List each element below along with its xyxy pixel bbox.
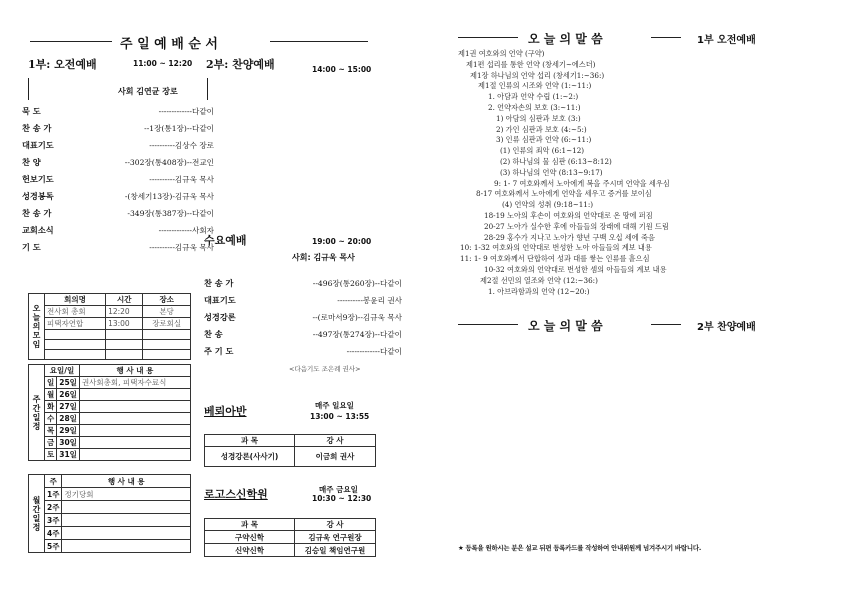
table-row [29, 527, 191, 540]
outline-line: 9: 1- 7 여호와께서 노아에게 복을 주시며 언약을 세우심 [494, 178, 670, 188]
table-row [29, 318, 191, 330]
order-label: 묵 도 [22, 106, 41, 116]
table-cell [106, 340, 143, 350]
table-cell: 1주 [45, 488, 62, 501]
outline-line: 10: 1-32 여호와의 언약대로 번성한 노아 아들들의 계보 내용 [460, 243, 652, 253]
order-row [204, 346, 402, 357]
table-cell [79, 425, 190, 437]
table-row [205, 447, 376, 467]
order-row [22, 140, 214, 151]
order-value: -------------다같이 [158, 107, 214, 116]
order-label: 헌보기도 [22, 174, 54, 184]
berea-header-subject: 과 목 [205, 435, 295, 447]
table-row [29, 350, 191, 360]
meetings-header-time: 시간 [106, 294, 143, 306]
order-row [204, 312, 402, 323]
table-cell [143, 350, 191, 360]
table-cell: 토 [45, 449, 57, 461]
table-row [29, 306, 191, 318]
table-cell: 피택자연합 [45, 318, 106, 330]
table-row [29, 340, 191, 350]
outline-line: 제1권 여호와의 언약 (구약) [458, 49, 545, 58]
table-cell [45, 330, 106, 340]
table-cell [106, 350, 143, 360]
order-label: 찬 송 가 [204, 278, 234, 288]
berea-class-table [204, 434, 376, 467]
table-cell [106, 330, 143, 340]
service2-time: 14:00 ~ 15:00 [312, 65, 372, 74]
monthly-header-week: 주 [45, 475, 62, 488]
logos-header-teacher: 강 사 [295, 519, 376, 531]
table-row [29, 514, 191, 527]
table-cell: 화 [45, 401, 57, 413]
table-cell [45, 340, 106, 350]
order-label: 성경강론 [204, 312, 236, 322]
order-label: 주 기 도 [204, 346, 234, 356]
table-cell [79, 437, 190, 449]
table-cell: 월 [45, 389, 57, 401]
outline-line: (1) 인류의 죄악 (6:1~12) [500, 146, 585, 156]
order-value: --302장(통408장)--전교인 [124, 158, 214, 167]
next-prayer-note: <다음기도 조은례 권사> [289, 365, 361, 373]
order-row [22, 208, 214, 219]
weekly-header-event: 행 사 내 용 [79, 365, 190, 377]
order-label: 찬 송 가 [22, 123, 52, 133]
table-row [29, 401, 191, 413]
logos-seminary-title: 로고스신학원 [204, 488, 268, 501]
table-cell: 2주 [45, 501, 62, 514]
service1-name: 1부: 오전예배 [28, 58, 97, 71]
service2-name: 2부: 찬양예배 [206, 58, 275, 71]
table-row [29, 488, 191, 501]
order-label: 교회소식 [22, 225, 54, 235]
order-value: --496장(통260장)--다같이 [312, 279, 402, 288]
order-value: ----------김상수 장로 [149, 141, 214, 150]
outline-line: 1) 아담의 심판과 보호 (3:) [496, 113, 581, 123]
outline-line: 1. 아브라함과의 언약 (12~20:) [488, 286, 590, 296]
outline-line: 10-32 여호와의 언약대로 번성한 셈의 아들들의 계보 내용 [484, 265, 667, 274]
monthly-schedule-table [28, 474, 191, 553]
outline-line: 2. 언약자손의 보호 (3:~11:) [488, 103, 581, 112]
logos-seminary-table [204, 518, 376, 557]
outline-line: 8-17 여호와께서 노아에게 언약을 세우고 증거를 보이심 [476, 189, 652, 199]
table-row [29, 449, 191, 461]
table-cell [79, 413, 190, 425]
logos-seminary-when: 매주 금요일 [319, 485, 358, 494]
table-cell: 김승일 책임연구원 [295, 544, 376, 557]
table-cell: 신약신학 [205, 544, 295, 557]
order-row [22, 106, 214, 117]
order-label: 찬 양 [22, 157, 41, 167]
table-cell [79, 449, 190, 461]
order-row [22, 242, 214, 253]
logos-header-subject: 과 목 [205, 519, 295, 531]
outline-line: 제1장 하나님의 언약 섭리 (창세기1:~36:) [470, 70, 605, 80]
order-value: -------------다같이 [346, 347, 402, 356]
monthly-header-event: 행 사 내 용 [62, 475, 191, 488]
table-row [29, 389, 191, 401]
table-cell: 29일 [57, 425, 80, 437]
order-row [204, 278, 402, 289]
order-row [22, 123, 214, 134]
table-row [29, 330, 191, 340]
order-label: 기 도 [22, 242, 41, 252]
table-cell: 김규욱 연구원장 [295, 531, 376, 544]
table-cell: 3주 [45, 514, 62, 527]
table-row [29, 377, 191, 389]
order-row [22, 191, 214, 202]
weekly-side-label: 주간일정 [29, 365, 45, 461]
sunday-order-title: 주 일 예 배 순 서 [120, 37, 218, 52]
table-cell [62, 540, 191, 553]
order-value: --1장(통1장)--다같이 [144, 124, 214, 133]
table-cell: 수 [45, 413, 57, 425]
order-row [204, 329, 402, 340]
order-value: --(로마서9장)--김규욱 목사 [312, 313, 402, 322]
table-cell: 28일 [57, 413, 80, 425]
meetings-table [28, 293, 191, 360]
table-cell [62, 501, 191, 514]
registration-footnote: ★ 등록을 원하시는 분은 설교 뒤편 등록카드를 작성하여 안내위원께 넘겨주시기 바랍니다. [458, 544, 702, 552]
order-value: ----------김규욱 목사 [149, 243, 214, 252]
meetings-header-place: 장소 [143, 294, 191, 306]
outline-line: 18-19 노아의 후손이 여호와의 언약대로 온 땅에 퍼짐 [484, 211, 653, 220]
table-cell: 성경강론(사사기) [205, 447, 295, 467]
order-label: 찬 송 가 [22, 208, 52, 218]
order-label: 대표기도 [204, 295, 236, 305]
berea-class-when: 매주 일요일 [315, 401, 354, 410]
service1-presider: 사회 김연균 장로 [118, 87, 178, 96]
table-cell [79, 389, 190, 401]
table-cell: 금 [45, 437, 57, 449]
table-cell: 27일 [57, 401, 80, 413]
table-row [29, 540, 191, 553]
order-value: -349장(통387장)--다같이 [127, 209, 214, 218]
order-label: 성경봉독 [22, 191, 54, 201]
order-row [204, 295, 402, 306]
outline-line: (2) 하나님의 물 심판 (6:13~8:12) [500, 157, 612, 166]
table-cell: 25일 [57, 377, 80, 389]
outline-line: 28-29 홍수가 지나고 노아가 향년 구백 오십 세에 죽음 [484, 232, 655, 242]
outline-line: 제1편 섭리를 통한 언약 (창세기~에스더) [466, 59, 596, 69]
table-cell: 전사회 총회 [45, 306, 106, 318]
berea-header-teacher: 강 사 [295, 435, 376, 447]
table-cell: 목 [45, 425, 57, 437]
order-value: ----------김규욱 목사 [149, 175, 214, 184]
table-row [29, 501, 191, 514]
todays-word-title-1: 오 늘 의 말 씀 [528, 32, 603, 46]
outline-line: 20-27 노아가 실수한 후에 아들들의 장래에 대해 기원 드림 [484, 221, 669, 231]
table-cell: 26일 [57, 389, 80, 401]
berea-class-title: 베뢰아반 [204, 405, 247, 418]
outline-line: 3) 인류 심판과 언약 (6:~11:) [496, 135, 592, 145]
order-value: -(창세기13장)-김규욱 목사 [124, 192, 214, 201]
table-row [29, 413, 191, 425]
order-value: ----------봉윤리 권사 [337, 296, 402, 305]
table-row [205, 544, 376, 557]
order-label: 대표기도 [22, 140, 54, 150]
table-cell [45, 350, 106, 360]
table-cell: 본당 [143, 306, 191, 318]
table-cell: 4주 [45, 527, 62, 540]
todays-word-tag-1: 1부 오전예배 [697, 35, 756, 46]
table-cell: 5주 [45, 540, 62, 553]
table-cell [79, 401, 190, 413]
order-row [22, 174, 214, 185]
todays-word-tag-2: 2부 찬양예배 [697, 322, 756, 333]
table-cell: 12:20 [106, 306, 143, 318]
weekly-header-day: 요일/일 [45, 365, 80, 377]
table-row [205, 531, 376, 544]
outline-line: 11: 1- 9 여호와께서 단합하여 성과 대를 쌓는 인류를 흩으심 [460, 254, 650, 264]
outline-line: (4) 언약의 성취 (9:18~11:) [502, 200, 594, 210]
table-cell [62, 527, 191, 540]
table-cell: 31일 [57, 449, 80, 461]
table-row [29, 425, 191, 437]
table-cell: 13:00 [106, 318, 143, 330]
outline-line: 1. 아담과 언약 수립 (1:~2:) [488, 92, 579, 102]
table-row [29, 437, 191, 449]
table-cell [143, 340, 191, 350]
monthly-side-label: 월간일정 [29, 475, 45, 553]
table-cell: 30일 [57, 437, 80, 449]
table-cell: 일 [45, 377, 57, 389]
order-label: 찬 송 [204, 329, 223, 339]
order-value: -------------사회자 [158, 226, 214, 235]
outline-line: (3) 하나님의 언약 (8:13~9:17) [500, 167, 603, 177]
outline-line: 제2절 선민의 열조와 언약 (12:~36:) [480, 275, 598, 285]
wednesday-service-time: 19:00 ~ 20:00 [312, 237, 372, 246]
table-cell: 구약신학 [205, 531, 295, 544]
wednesday-service-title: 수요예배 [204, 234, 247, 247]
table-cell: 권사회총회, 피택자수료식 [79, 377, 190, 389]
berea-class-time: 13:00 ~ 13:55 [310, 412, 370, 421]
order-row [22, 225, 214, 236]
meetings-side-label: 오늘의모임 [29, 294, 45, 360]
meetings-header-name: 회의명 [45, 294, 106, 306]
order-value: --497장(통274장)--다같이 [312, 330, 402, 339]
outline-line: 2) 가인 심판과 보호 (4:~5:) [496, 124, 587, 134]
outline-line: 제1절 인류의 시조와 언약 (1:~11:) [478, 81, 592, 91]
table-cell [143, 330, 191, 340]
table-cell: 이금희 권사 [295, 447, 376, 467]
wednesday-presider: 사회: 김규욱 목사 [292, 253, 355, 262]
todays-word-title-2: 오 늘 의 말 씀 [528, 319, 603, 333]
order-row [22, 157, 214, 168]
weekly-schedule-table [28, 364, 191, 461]
table-cell [62, 514, 191, 527]
logos-seminary-time: 10:30 ~ 12:30 [312, 494, 372, 503]
service1-time: 11:00 ~ 12:20 [133, 59, 193, 68]
table-cell: 정기당회 [62, 488, 191, 501]
table-cell: 장로회실 [143, 318, 191, 330]
